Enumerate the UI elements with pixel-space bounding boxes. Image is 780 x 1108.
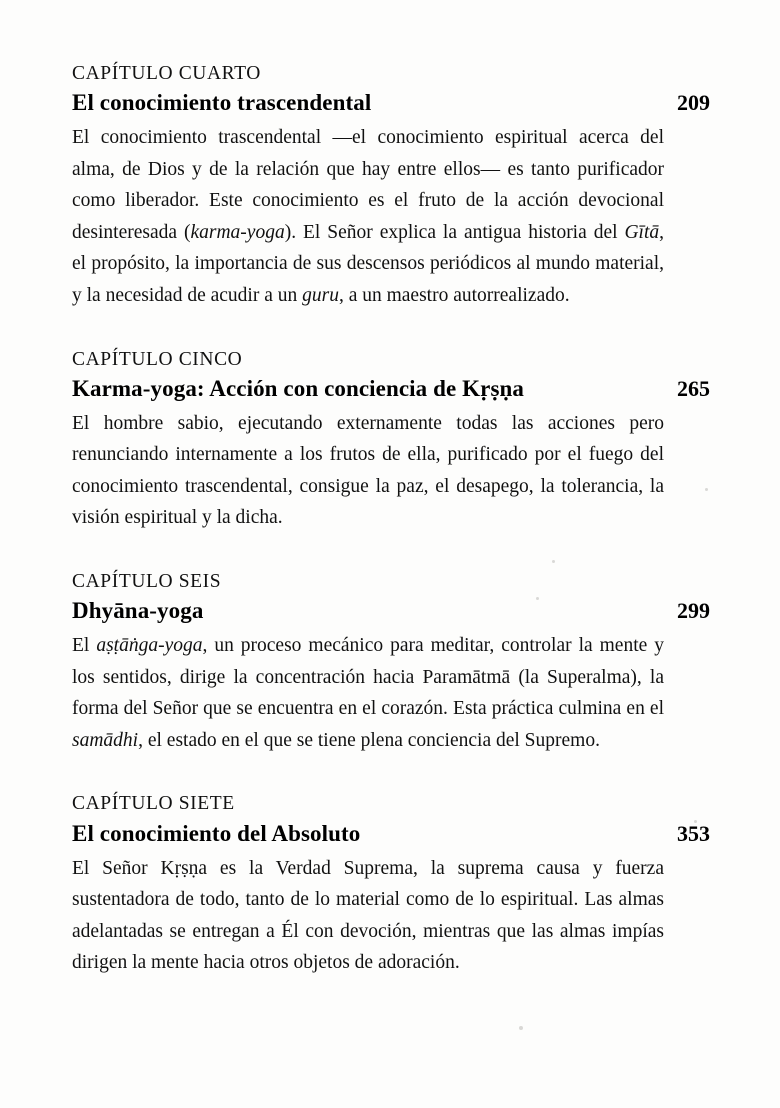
chapter-title-row <box>72 89 710 118</box>
chapter-label: CAPÍTULO SIETE <box>72 793 235 815</box>
chapter-title[interactable]: Karma-yoga: Acción con conciencia de Kṛṣṇa <box>72 375 525 401</box>
chapter-title[interactable]: Dhyāna-yoga <box>72 598 204 624</box>
chapter-summary: El Señor Kṛṣṇa es la Verdad Suprema, la suprema causa y fuerza sustentadora de todo, tanto de lo material como de lo espiritual. Las almas adelantadas se entregan a Él con devoción, mientras que las almas impías dirigen la mente hacia otros objetos de adoración. <box>72 857 664 974</box>
scan-speck <box>519 1026 523 1030</box>
chapter-summary: El aṣṭāṅga-yoga, un proceso mecánico para meditar, controlar la mente y los sentidos, dirige la concentración hacia Paramātmā (la Superalma), la forma del Señor que se encuentra en el corazón. Esta práctica culmina en el samādhi, el estado en el que se tiene plena conciencia del Supremo. <box>72 635 664 751</box>
chapter-label: CAPÍTULO CUARTO <box>72 63 261 84</box>
page-number: 299 <box>677 598 710 624</box>
page-number: 265 <box>677 375 710 401</box>
toc-entry[interactable] <box>72 570 710 756</box>
table-of-contents <box>72 62 710 979</box>
chapter-title-row <box>72 820 710 849</box>
page-number: 209 <box>677 90 710 116</box>
chapter-title-row <box>72 597 710 626</box>
toc-entry[interactable] <box>72 62 710 312</box>
toc-entry[interactable] <box>72 348 710 534</box>
chapter-title[interactable]: El conocimiento trascendental <box>72 90 372 116</box>
toc-entry[interactable] <box>72 792 710 978</box>
chapter-title-row <box>72 375 710 404</box>
page-number: 353 <box>677 820 710 846</box>
chapter-summary: El conocimiento trascendental —el conocimiento espiritual acerca del alma, de Dios y de la relación que hay entre ellos— es tanto purificador como liberador. Este conocimiento es el fruto de la acción devocional desinteresada (karma-yoga). El Señor explica la antigua historia del Gītā, el propósito, la importancia de sus descensos periódicos al mundo material, y la necesidad de acudir a un guru, a un maestro autorrealizado. <box>72 127 664 307</box>
chapter-summary: El hombre sabio, ejecutando externamente todas las acciones pero renunciando internamente a los frutos de ella, purificado por el fuego del conocimiento trascendental, consigue la paz, el desapego, la tolerancia, la visión espiritual y la dicha. <box>72 412 664 529</box>
chapter-label: CAPÍTULO CINCO <box>72 348 243 370</box>
chapter-title[interactable]: El conocimiento del Absoluto <box>72 820 361 846</box>
chapter-label: CAPÍTULO SEIS <box>72 571 222 593</box>
